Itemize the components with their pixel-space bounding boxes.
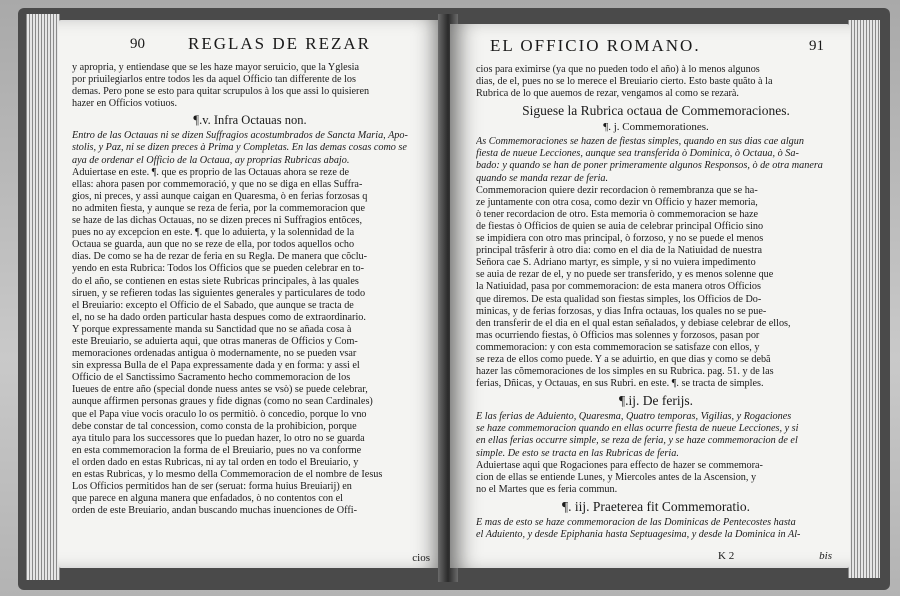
sub-heading-commemorationes: ¶. j. Commemorationes. bbox=[603, 121, 709, 134]
running-head-right: EL OFFICIO ROMANO. bbox=[490, 36, 701, 55]
text-line: Commemoracion quiere dezir recordacion ò remembranza que se ha- bbox=[476, 184, 758, 196]
section-heading-infra-octauas: ¶.v. Infra Octauas non. bbox=[193, 113, 307, 128]
text-line: debe constar de tal concession, como consta de la prohibicion, porque bbox=[72, 420, 357, 432]
text-line: no el Martes que es feria commun. bbox=[476, 483, 618, 495]
text-line: ferias, Dñicas, y Octauas, en sus Rubri. en este. ¶. se tracta de simples. bbox=[476, 378, 764, 390]
section-heading-praeterea: ¶. iij. Praeterea fit Commemoratio. bbox=[562, 498, 750, 514]
text-line: principal trãsferir à otro dia: como en el dia de la Natiuidad de nuestra bbox=[476, 245, 762, 257]
text-line: E las ferias de Aduiento, Quaresma, Quatro temporas, Vigilias, y Rogaciones bbox=[476, 411, 792, 423]
text-line: sin expressa Bulla de el Papa expressamente dada y en forma: y assi el bbox=[72, 360, 360, 372]
text-line: do el año, se contienen en estas siete Rubricas principales, à las quales bbox=[72, 275, 359, 287]
text-line: Officio de el Sanctissimo Sacramento hecho commemoracion de los bbox=[72, 372, 351, 384]
text-line: quando se manda rezar de feria. bbox=[476, 172, 609, 184]
text-line: que parece en alguna manera que enfadados, ò no contentos con el bbox=[72, 493, 343, 505]
right-page-edges bbox=[848, 20, 880, 578]
page-number-left: 90 bbox=[130, 36, 145, 52]
text-line: no admiten fiesta, y aunque se reza de feria, por la commemoracion que bbox=[72, 202, 366, 214]
text-line: este Breuiario, se aduierta aqui, que otras maneras de Officios y Com- bbox=[72, 335, 358, 347]
text-line: y apropria, y entiendase que se les haze mayor seruicio, que la Yglesia bbox=[72, 62, 360, 73]
left-page-edges bbox=[26, 14, 60, 580]
text-line: de fiestas ò Officios de quien se auia de celebrar principal Officio sino bbox=[476, 220, 764, 232]
text-line: dias. De como se ha de rezar de feria en su Regla. De manera que cõclu- bbox=[72, 251, 368, 263]
text-line: se haze de las dichas Octauas, no se dizen preces ni Suffragios entõces, bbox=[72, 215, 363, 227]
text-line: ò tener recordacion de otro. Esta memoria ò commemoracion se haze bbox=[476, 208, 759, 220]
text-line: Entro de las Octauas ni se dizen Suffragios acostumbrados de Sancta Maria, Apo- bbox=[72, 130, 408, 142]
text-line: el Aduiento, y desde Epiphania hasta Septuagesima, y desde la Dominica in Al- bbox=[476, 529, 801, 540]
left-page bbox=[58, 20, 444, 568]
text-line: pues no ay excepcion en este. ¶. que lo aduierta, y la solennidad de la bbox=[72, 227, 355, 239]
text-line: hazer en Officios votiuos. bbox=[72, 98, 178, 110]
text-line: aya de ordenar el Officio de la Octaua, ay proprias Rubricas abajo. bbox=[72, 154, 350, 166]
catchword-left: cios bbox=[412, 552, 430, 564]
text-line: se haze commemoracion quando en ellas ocurre fiesta de nueue Lecciones, y si bbox=[476, 423, 799, 435]
text-line: dias, de el, pues no se lo merece el Breuiario cierto. Esto baste quãto à la bbox=[476, 76, 773, 88]
text-line: ellas: ahora pasen por commemoració, y que no se diga en ellas Suffra- bbox=[72, 178, 363, 190]
text-line: en esta commemoracion la forma de el Breuiario, pues no va conforme bbox=[72, 444, 362, 456]
section-heading-de-ferijs: ¶.ij. De ferijs. bbox=[619, 393, 693, 409]
text-line: por priuilegiarlos entre todos les da aquel Officio tan differente de los bbox=[72, 74, 356, 86]
page-number-right: 91 bbox=[809, 38, 824, 54]
text-line: el, no se ha dado orden particular hasta despues como de extraordinario. bbox=[72, 311, 366, 323]
text-line: memoraciones ordenadas antigua ò modernamente, no se pueden vsar bbox=[72, 348, 357, 360]
text-line: Rubrica de lo que auemos de rezar, vengamos al como se rezarà. bbox=[476, 88, 739, 100]
text-line: den transferir de el dia en el qual estan señalados, y debiase celebrar de ellos, bbox=[476, 317, 791, 329]
text-line: se auia de rezar de el, y no puede ser transferido, y es menos solenne que bbox=[476, 269, 774, 281]
text-line: que el Papa viue vocis oraculo lo os permitiò. ò concedio, porque lo vno bbox=[72, 408, 367, 420]
text-line: Aduiertase aqui que Rogaciones para effecto de hazer se commemora- bbox=[476, 459, 763, 471]
text-line: demas. Pero pone se esto para quitar scrupulos à los que assi lo quisieren bbox=[72, 86, 370, 98]
text-line: cion de ellas se entiende Lunes, y Miercoles antes de la Ascension, y bbox=[476, 471, 757, 483]
text-line: hazer las cõmemoraciones de los simples en su Rubrica. pag. 51. y de las bbox=[476, 366, 774, 378]
signature-mark: K 2 bbox=[718, 550, 735, 562]
text-line: yendo en esta Rubrica: Todos los Officios que se pueden celebrar en to- bbox=[72, 263, 364, 275]
text-line: siruen, y se refieren todas las siguientes generales y particulares de todo bbox=[72, 287, 366, 299]
text-line: gios, ni preces, y assi aunque caigan en Quaresma, ò en ferias forzosas q bbox=[72, 190, 368, 202]
text-line: el orden dado en estas Rubricas, ni ay tal orden en todo el Breuiario, y bbox=[72, 456, 359, 468]
running-head-left: REGLAS DE REZAR bbox=[188, 34, 371, 53]
text-line: stolis, y Paz, ni se dizen preces à Prima y Completas. En las demas cosas como se bbox=[72, 142, 407, 154]
text-line: se impidiera con otro mas principal, ò forzoso, y no se puede el menos bbox=[476, 233, 764, 245]
text-line: minicas, y de ferias forzosas, y dias Infra octauas, los quales no se pue- bbox=[476, 305, 767, 317]
text-line: en estas Rubricas, y lo mesmo della Commemoracion de el nombre de Iesus bbox=[72, 469, 383, 480]
text-line: bado: y quando se han de poner primeramente algunos Responsos, ò de otra manera bbox=[476, 160, 823, 172]
text-line: Los Officios permitidos han de ser (seruat: forma huius Breuiarij) en bbox=[72, 481, 352, 493]
text-line: Y porque expressamente manda su Sanctidad que no se añada cosa à bbox=[72, 323, 352, 335]
right-page-text bbox=[476, 64, 836, 541]
text-line: fiesta de nueue Lecciones, aunque sea transferida ò Dominica, ò Octaua, ò Sa- bbox=[476, 148, 799, 160]
text-line: Señora cae S. Adriano martyr, es simple, y si no vuiera impedimento bbox=[476, 257, 756, 269]
text-line: orden de este Breuiario, andan buscando muchas inuenciones de Offi- bbox=[72, 505, 357, 517]
text-line: en ellas ferias occurre simple, se reza de feria, y se haze commemoracion de el bbox=[476, 435, 798, 447]
text-line: el Breuiario: excepto el Officio de el Sabado, que aunque se tracta de bbox=[72, 299, 354, 311]
text-line: ze juntamente con otra cosa, como dezir vn Officio y hazer memoria, bbox=[476, 196, 758, 208]
text-line: Octaua se guarda, aun que no se reze de ella, por todos aquellos ocho bbox=[72, 239, 355, 251]
text-line: se reza de ellos como puede. Y a se aduirtio, en que dias y como se debã bbox=[476, 353, 771, 365]
text-line: As Commemoraciones se hazen de fiestas simples, quando en sus dias cae algun bbox=[476, 136, 804, 148]
text-line: cios para eximirse (ya que no pueden todo el año) à lo menos algunos bbox=[476, 64, 760, 75]
text-line: E mas de esto se haze commemoracion de las Dominicas de Pentecostes hasta bbox=[476, 516, 796, 528]
text-line: Iueues de entre año (special donde nuess antes se vsò) se puede celebrar, bbox=[72, 384, 368, 396]
left-page-text bbox=[72, 62, 428, 517]
main-heading-commemoraciones: Siguese la Rubrica octaua de Commemoraciones. bbox=[522, 103, 790, 119]
text-line: simple. De esto se tracta en las Rubricas de feria. bbox=[476, 447, 679, 459]
text-line: commemoracion: y con esta commemoracion se satisfaze con ellos, y bbox=[476, 341, 760, 353]
text-line: aya titulo para los successores que lo puedan hazer, lo otro no se guarda bbox=[72, 432, 365, 444]
right-page bbox=[450, 24, 850, 568]
text-line: aunque affirmen personas graues y fide dignas (como no sean Cardinales) bbox=[72, 396, 373, 408]
text-line: la Natiuidad, pasa por commemoracion: de esta manera otros Officios bbox=[476, 281, 761, 293]
text-line: que diremos. De esta qualidad son fiestas simples, los Officios de Do- bbox=[476, 293, 762, 305]
text-line: Aduiertase en este. ¶. que es proprio de las Octauas ahora se reze de bbox=[72, 166, 350, 178]
text-line: mas ocurriendo fiestas, ò Officios mas solennes y forzosos, pasan por bbox=[476, 329, 760, 341]
catchword-right: bis bbox=[819, 550, 832, 562]
